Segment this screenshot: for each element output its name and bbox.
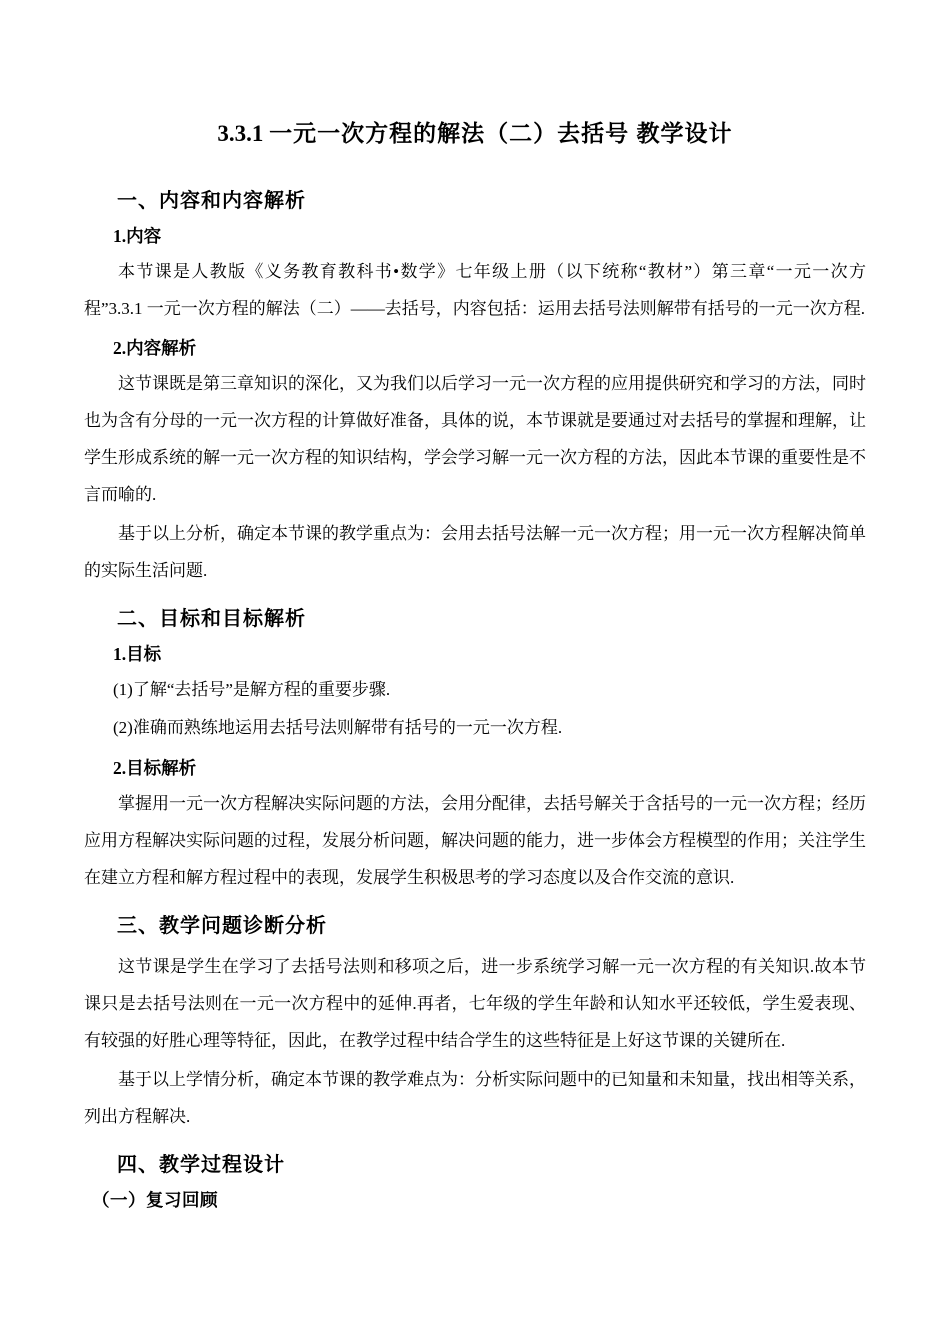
- subheading-content: 1.内容: [113, 226, 162, 246]
- subheading-review: （一）复习回顾: [92, 1190, 218, 1210]
- paragraph-content-intro: 本节课是人教版《义务教育教科书•数学》七年级上册（以下统称“教材”）第三章“一元一次方程”3.3.1 一元一次方程的解法（二）——去括号，内容包括：运用去括号法则解带有括号的一元一次方程.: [84, 262, 866, 318]
- section-heading-goals: 二、目标和目标解析: [117, 608, 306, 630]
- paragraph-diagnosis: 这节课是学生在学习了去括号法则和移项之后，进一步系统学习解一元一次方程的有关知识.故本节课只是去括号法则在一元一次方程中的延伸.再者，七年级的学生年龄和认知水平还较低，学生爱表现、有较强的好胜心理等特征，因此，在教学过程中结合学生的这些特征是上好这节课的关键所在.: [84, 957, 866, 1050]
- subheading-goals: 1.目标: [113, 644, 162, 664]
- section-heading-content-analysis: 一、内容和内容解析: [117, 190, 306, 212]
- paragraph-goal-analysis: 掌握用一元一次方程解决实际问题的方法，会用分配律，去括号解关于含括号的一元一次方程；经历应用方程解决实际问题的过程，发展分析问题，解决问题的能力，进一步体会方程模型的作用；关注学生在建立方程和解方程过程中的表现，发展学生积极思考的学习态度以及合作交流的意识.: [84, 794, 866, 887]
- title-section-number: 3.3.1: [217, 121, 264, 146]
- paragraph-teaching-difficulty: 基于以上学情分析，确定本节课的教学难点为：分析实际问题中的已知量和未知量，找出相等关系，列出方程解决.: [84, 1070, 866, 1126]
- paragraph-content-analysis: 这节课既是第三章知识的深化，又为我们以后学习一元一次方程的应用提供研究和学习的方法，同时也为含有分母的一元一次方程的计算做好准备，具体的说，本节课就是要通过对去括号的掌握和理解，让学生形成系统的解一元一次方程的知识结构，学会学习解一元一次方程的方法，因此本节课的重要性是不言而喻的.: [84, 374, 866, 504]
- goal-item-1: (1)了解“去括号”是解方程的重要步骤.: [113, 680, 391, 699]
- subheading-content-analysis: 2.内容解析: [113, 338, 197, 358]
- goal-item-2: (2)准确而熟练地运用去括号法则解带有括号的一元一次方程.: [113, 718, 563, 737]
- section-heading-diagnosis: 三、教学问题诊断分析: [117, 915, 327, 937]
- page-title: [84, 116, 866, 151]
- section-heading-process-design: 四、教学过程设计: [117, 1154, 285, 1176]
- paragraph-teaching-focus: 基于以上分析，确定本节课的教学重点为：会用去括号法解一元一次方程；用一元一次方程解决简单的实际生活问题.: [84, 524, 866, 580]
- title-text: 一元一次方程的解法（二）去括号 教学设计: [269, 120, 733, 146]
- subheading-goal-analysis: 2.目标解析: [113, 758, 197, 778]
